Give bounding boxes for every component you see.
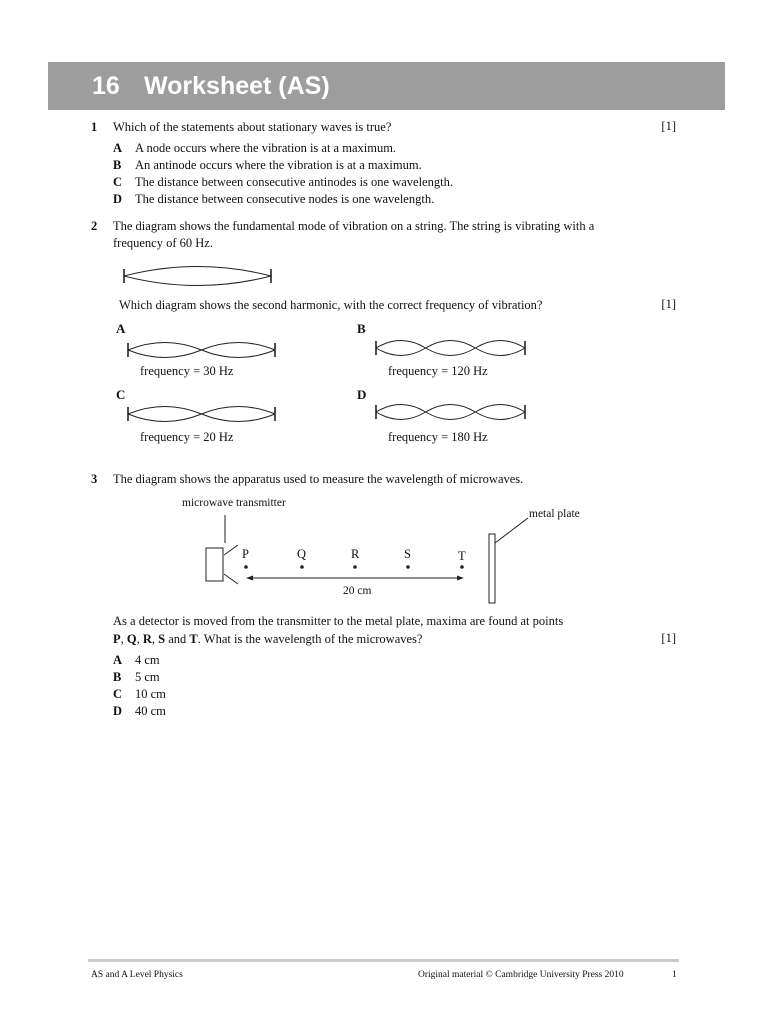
fundamental-mode-diagram [118,262,278,290]
worksheet-title: Worksheet (AS) [144,72,330,100]
q3-option-d-letter: D [113,704,123,718]
point-p-ref: P [113,632,121,646]
q2-option-a-diagram [124,338,280,362]
page-header [48,62,725,110]
point-s-ref: S [158,632,166,646]
distance-label: 20 cm [343,585,372,597]
q1-option-b-text: An antinode occurs where the vibration is at a maximum. [135,158,422,172]
question-2-text-line1: The diagram shows the fundamental mode of vibration on a string. The string is vibrating with a [113,219,595,233]
q2-option-a-frequency: frequency = 30 Hz [140,364,234,378]
question-3-text2-line2: P, Q, R, S and T. What is the wavelength of the microwaves? [113,632,423,646]
q1-option-a-letter: A [113,141,123,155]
footer-copyright: Original material © Cambridge University Press 2010 [418,970,624,980]
q2-option-d-frequency: frequency = 180 Hz [388,430,488,444]
question-1-number: 1 [91,120,98,134]
q2-option-a-letter: A [116,321,126,336]
page-number: 1 [672,970,677,980]
question-3-text2-line1: As a detector is moved from the transmitter to the metal plate, maxima are found at points [113,614,564,628]
q2-option-c-frequency: frequency = 20 Hz [140,430,234,444]
q2-option-c-letter: C [116,387,126,402]
question-2-prompt: Which diagram shows the second harmonic, with the correct frequency of vibration? [119,298,543,312]
q2-option-b-letter: B [357,321,366,336]
q1-option-d-letter: D [113,192,123,206]
q2-option-d-diagram [372,398,530,426]
q3-option-b-letter: B [113,670,122,684]
question-3-text: The diagram shows the apparatus used to measure the wavelength of microwaves. [113,472,524,486]
question-2-mark: [1] [661,297,676,311]
question-3-number: 3 [91,472,98,486]
q2-option-d-letter: D [357,387,367,402]
question-2-number: 2 [91,219,98,233]
question-2-text-line2: frequency of 60 Hz. [113,236,213,250]
point-t-ref: T [189,632,198,646]
q2-option-b-frequency: frequency = 120 Hz [388,364,488,378]
footer-divider [88,959,679,962]
point-p-label: P [242,547,249,561]
q3-option-d-text: 40 cm [135,704,166,718]
footer-course: AS and A Level Physics [91,970,183,980]
point-r-label: R [351,547,360,561]
worksheet-number: 16 [92,72,120,100]
q1-option-c-text: The distance between consecutive antinodes is one wavelength. [135,175,453,189]
q2-option-b-diagram [372,334,530,362]
question-1-mark: [1] [661,119,676,133]
q1-option-d-text: The distance between consecutive nodes is one wavelength. [135,192,435,206]
point-q-label: Q [297,547,307,561]
point-r-ref: R [142,632,152,646]
q3-option-c-letter: C [113,687,123,701]
point-s-label: S [404,547,411,561]
q1-option-c-letter: C [113,175,123,189]
question-1-text: Which of the statements about stationary waves is true? [113,120,392,134]
point-t-label: T [458,549,466,563]
microwave-transmitter-label: microwave transmitter [182,497,286,509]
q1-option-a-text: A node occurs where the vibration is at a maximum. [135,141,397,155]
q2-option-c-diagram [124,401,280,427]
q3-option-b-text: 5 cm [135,670,160,684]
q3-option-a-text: 4 cm [135,653,160,667]
point-q-ref: Q [126,632,137,646]
metal-plate-label: metal plate [529,508,580,520]
question-3-mark: [1] [661,631,676,645]
q3-option-c-text: 10 cm [135,687,166,701]
q3-option-a-letter: A [113,653,123,667]
q1-option-b-letter: B [113,158,122,172]
